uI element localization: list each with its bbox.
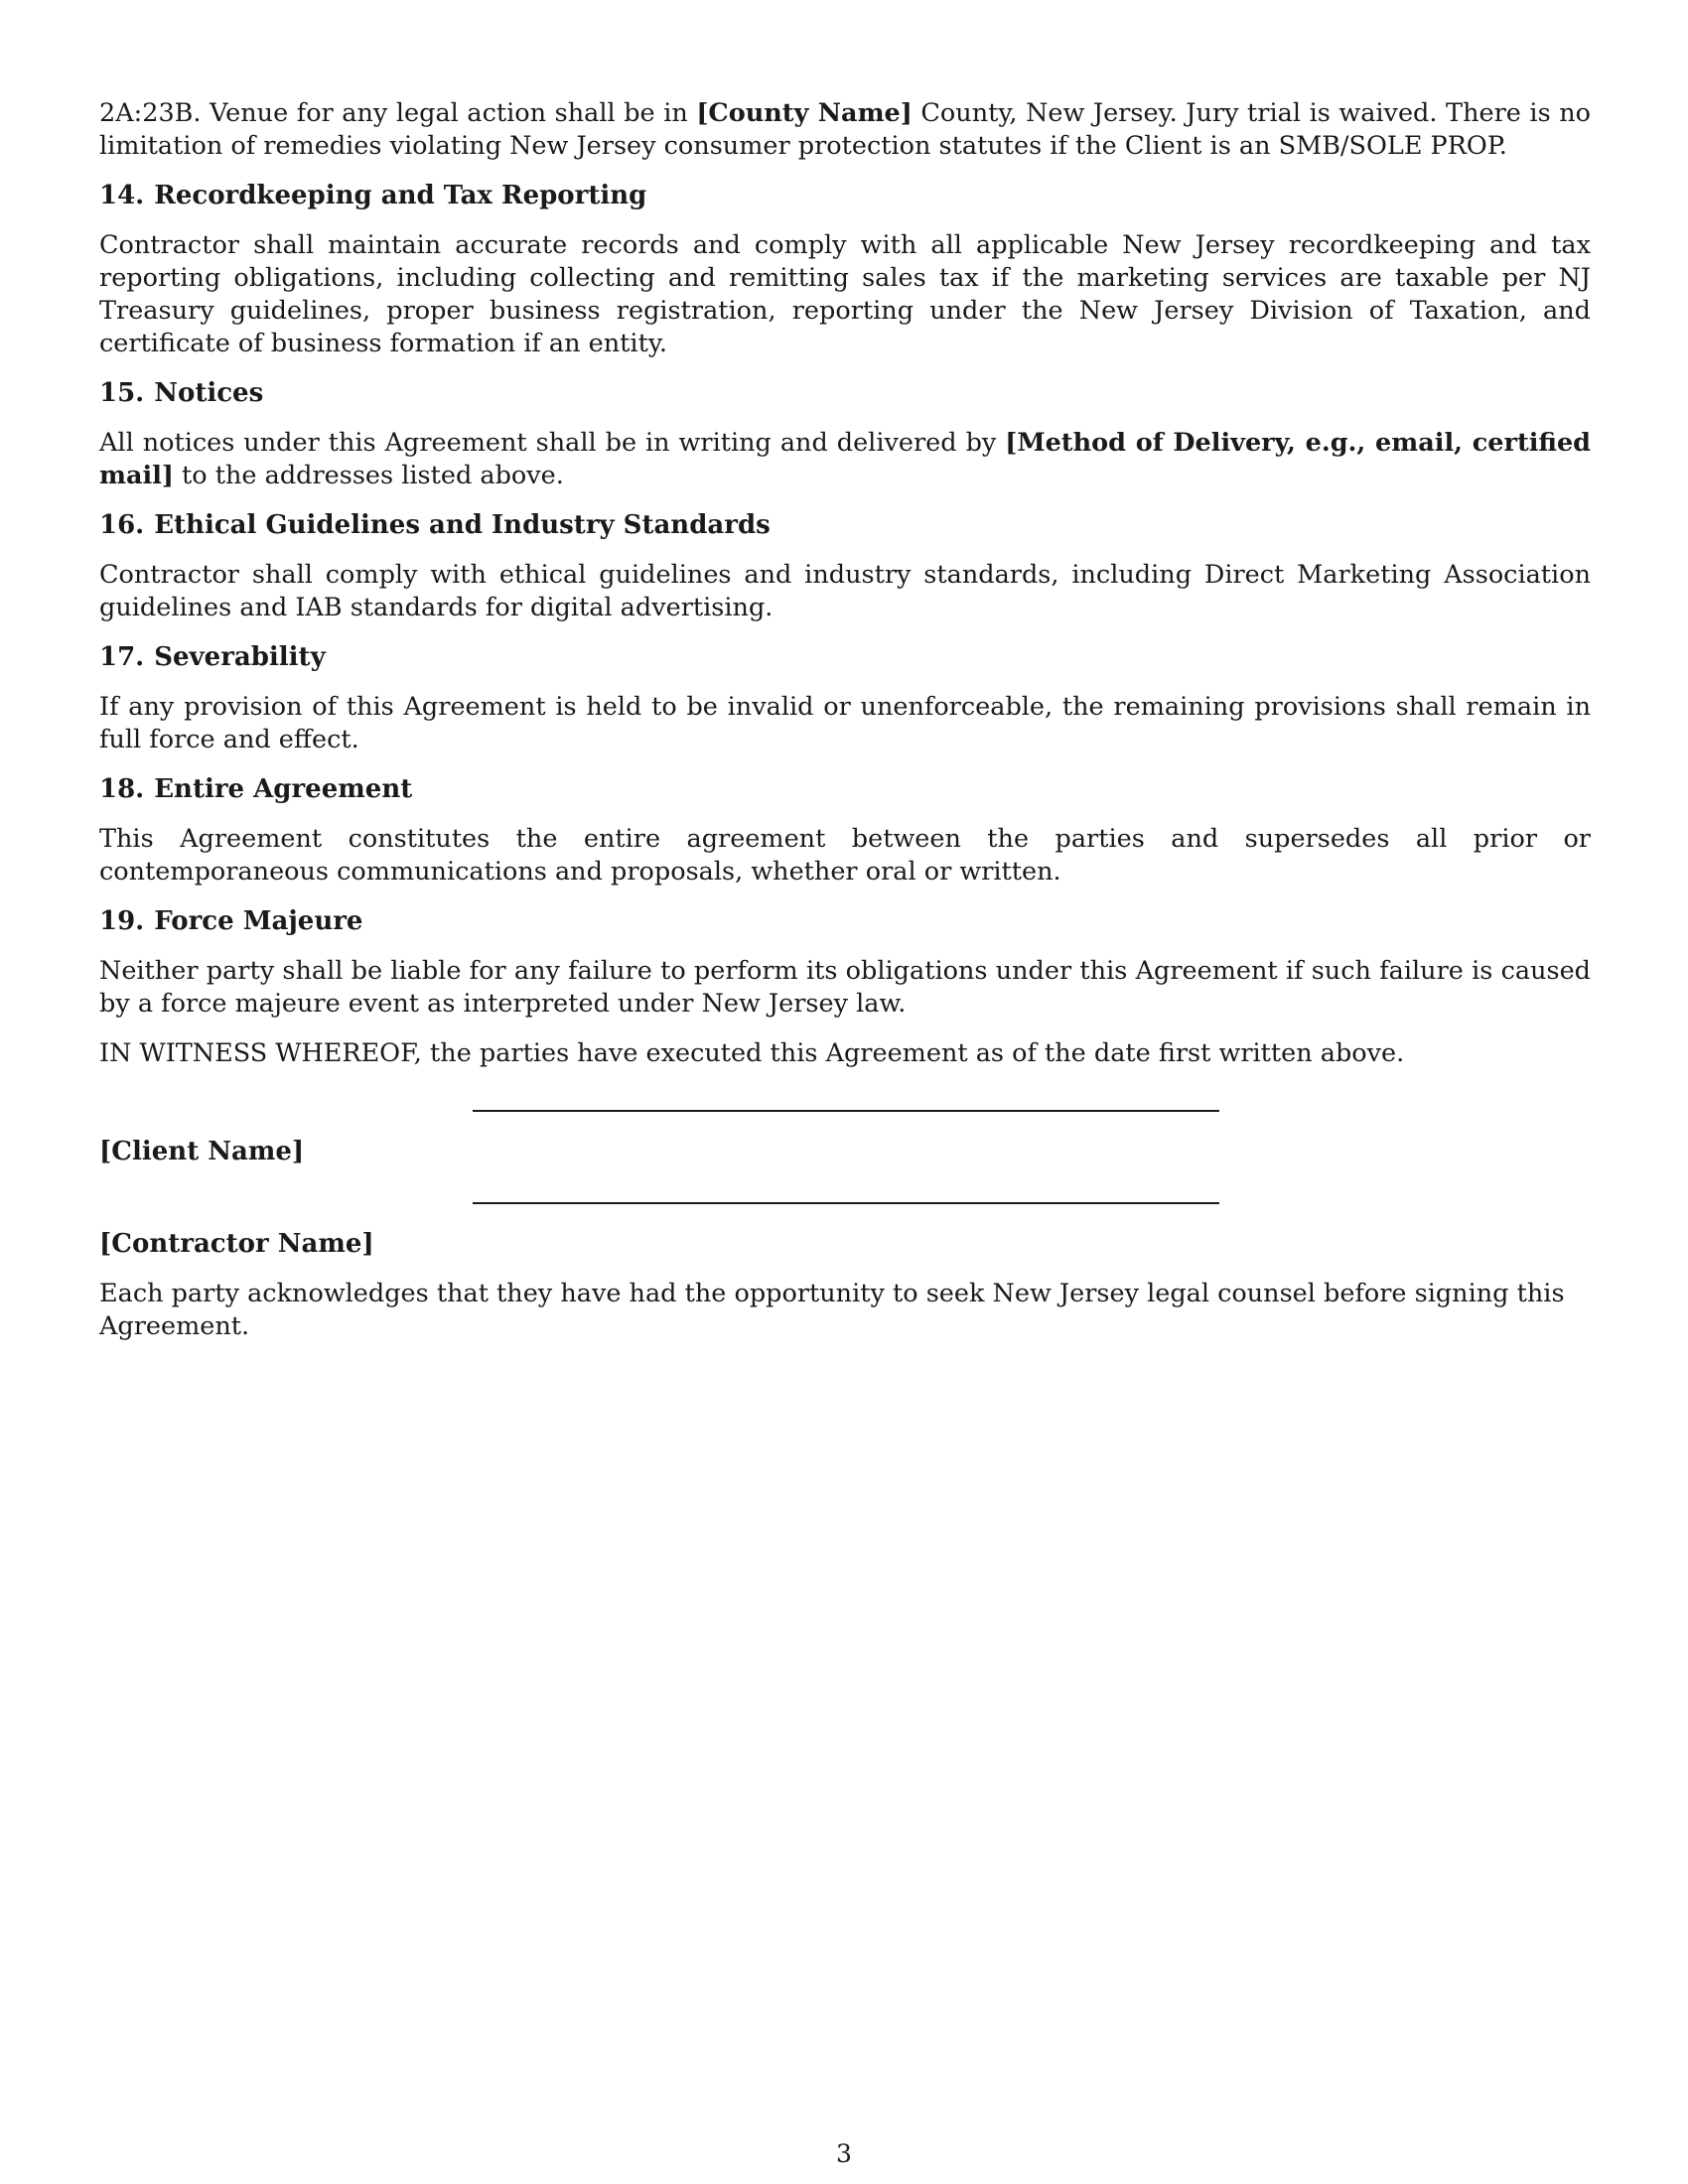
section-15-number: 15. [99,378,145,408]
page-number: 3 [836,2139,852,2168]
venue-paragraph [99,97,1591,163]
delivery-method-placeholder: [Method of Delivery, e.g., email, certified mail] [99,428,1591,490]
client-name-placeholder: [Client Name] [99,1137,305,1166]
section-14-body: Contractor shall maintain accurate records and comply with all applicable New Jersey recordkeeping and tax reporting obligations, including collecting and remitting sales tax if the marketing services are taxable per NJ Treasury guidelines, proper business registration, reporting under the New Jersey Division of Taxation, and certificate of business formation if an entity. [99,230,1591,358]
section-18-number: 18. [99,774,145,804]
county-name-placeholder: [County Name] [696,98,913,128]
contractor-name-placeholder: [Contractor Name] [99,1229,374,1259]
section-15-heading [99,377,1591,410]
section-16-number: 16. [99,510,145,540]
contractor-signature-line [473,1202,1219,1204]
section-17-heading [99,641,1591,674]
witness-statement: IN WITNESS WHEREOF, the parties have executed this Agreement as of the date first written above. [99,1038,1405,1068]
venue-text-start: 2A:23B. Venue for any legal action shall be in [99,98,697,128]
section-18-title: Entire Agreement [154,774,413,804]
section-15-title: Notices [154,378,264,408]
section-15-text-start: All notices under this Agreement shall be in writing and delivered by [99,428,1006,458]
section-14-title: Recordkeeping and Tax Reporting [154,181,647,210]
section-19-title: Force Majeure [154,906,363,936]
section-19-body: Neither party shall be liable for any failure to perform its obligations under this Agreement if such failure is caused by a force majeure event as interpreted under New Jersey law. [99,956,1591,1019]
section-14-heading [99,180,1591,212]
section-18-body: This Agreement constitutes the entire agreement between the parties and supersedes all prior or contemporaneous communications and proposals, whether oral or written. [99,824,1591,887]
section-16-body: Contractor shall comply with ethical guidelines and industry standards, including Direct Marketing Association guidelines and IAB standards for digital advertising. [99,560,1591,622]
client-signature-line [473,1110,1219,1112]
section-17-body: If any provision of this Agreement is held to be invalid or unenforceable, the remaining provisions shall remain in full force and effect. [99,692,1591,754]
venue-text-end: County, New Jersey. Jury trial is waived. There is no limitation of remedies violating New Jersey consumer protection statutes if the Client is an SMB/SOLE PROP. [99,98,1592,161]
section-18-heading [99,773,1591,806]
section-16-title: Ethical Guidelines and Industry Standards [154,510,771,540]
document-page [99,97,1591,1343]
section-19-number: 19. [99,906,145,936]
signature-block [99,1110,1591,1261]
section-15-body [99,427,1591,492]
section-15-text-end: to the addresses listed above. [173,461,564,490]
section-16-heading [99,509,1591,542]
legal-counsel-acknowledgment: Each party acknowledges that they have had the opportunity to seek New Jersey legal counsel before signing this Agreement. [99,1279,1565,1341]
section-14-number: 14. [99,181,145,210]
section-19-heading [99,905,1591,938]
section-17-number: 17. [99,642,145,672]
section-17-title: Severability [154,642,326,672]
